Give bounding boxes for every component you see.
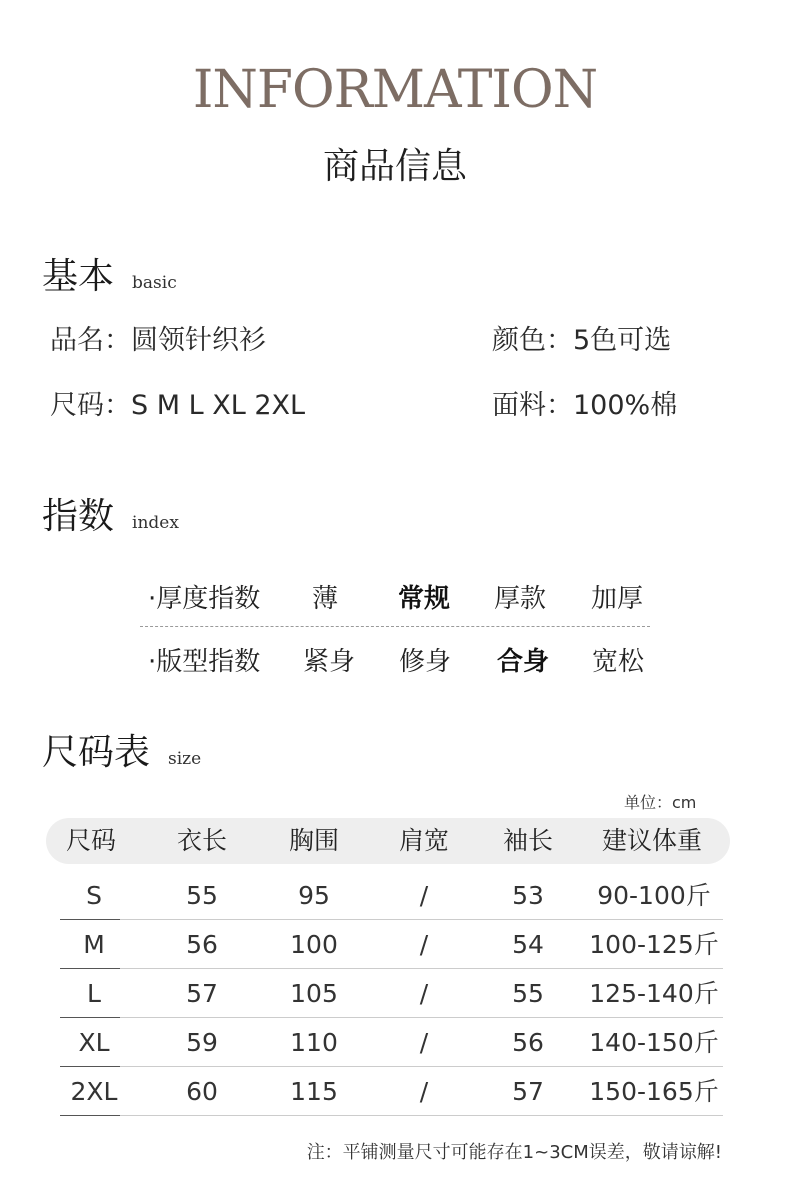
table-cell: 115: [290, 1077, 338, 1106]
row-divider: [120, 1066, 723, 1067]
index-option: 厚款: [494, 584, 547, 614]
index-option: 紧身: [303, 647, 356, 677]
table-row: [0, 970, 790, 1019]
index-divider: [140, 626, 650, 627]
row-divider: [120, 919, 723, 920]
info-value: 5色可选: [573, 325, 672, 356]
table-cell: 54: [512, 930, 544, 959]
index-option: 加厚: [591, 584, 644, 614]
table-cell: 59: [186, 1028, 218, 1057]
table-cell: 90-100斤: [597, 881, 711, 910]
index-row-thickness: [148, 578, 650, 618]
table-cell: 56: [186, 930, 218, 959]
info-fabric: [492, 383, 677, 422]
table-cell: 100-125斤: [589, 930, 719, 959]
table-cell: 100: [290, 930, 338, 959]
table-cell: 57: [512, 1077, 544, 1106]
table-cell: /: [419, 979, 429, 1008]
info-value: S M L XL 2XL: [131, 390, 306, 421]
measurement-footnote: 注：平铺测量尺寸可能存在1~3CM误差，敬请谅解!: [306, 1142, 722, 1163]
table-cell: /: [419, 1077, 429, 1106]
row-divider: [120, 968, 723, 969]
column-header: 衣长: [176, 826, 227, 855]
row-divider: [120, 1115, 723, 1116]
table-cell: /: [419, 881, 429, 910]
table-cell: 55: [512, 979, 544, 1008]
info-label: 品名：: [50, 325, 131, 356]
unit-label: 单位：cm: [624, 793, 697, 812]
row-divider-accent: [60, 968, 120, 969]
section-index-title: [42, 488, 179, 539]
table-cell: S: [86, 881, 102, 910]
table-cell: 95: [298, 881, 330, 910]
index-option: 宽松: [592, 647, 645, 677]
index-row-label: ·厚度指数: [148, 584, 261, 614]
index-row-fit: [148, 641, 650, 681]
column-header: 胸围: [288, 826, 339, 855]
row-divider: [120, 1017, 723, 1018]
table-cell: 57: [186, 979, 218, 1008]
info-value: 圆领针织衫: [131, 325, 266, 356]
table-cell: 110: [290, 1028, 338, 1057]
info-label: 尺码：: [50, 390, 131, 421]
info-product-name: [50, 318, 266, 357]
table-cell: /: [419, 1028, 429, 1057]
header-title-cn: 商品信息: [322, 146, 467, 187]
info-color: [492, 318, 671, 357]
column-header: 肩宽: [398, 826, 449, 855]
index-row-label: ·版型指数: [148, 647, 261, 677]
column-header: 建议体重: [601, 826, 702, 855]
index-option: 修身: [399, 647, 452, 677]
section-basic-title-en: basic: [132, 273, 177, 293]
table-cell: M: [83, 930, 105, 959]
index-option: 薄: [312, 584, 339, 614]
column-header: 袖长: [502, 826, 553, 855]
table-cell: 56: [512, 1028, 544, 1057]
info-label: 面料：: [492, 390, 573, 421]
table-cell: 105: [290, 979, 338, 1008]
table-row: [0, 1019, 790, 1068]
table-cell: 125-140斤: [589, 979, 719, 1008]
row-divider-accent: [60, 1066, 120, 1067]
info-label: 颜色：: [492, 325, 573, 356]
section-basic-title: [42, 248, 177, 299]
table-cell: L: [87, 979, 101, 1008]
info-sizes: [50, 383, 305, 422]
section-size-title: [42, 724, 201, 775]
section-index-title-cn: 指数: [42, 496, 115, 537]
row-divider-accent: [60, 919, 120, 920]
table-cell: 150-165斤: [589, 1077, 719, 1106]
row-divider-accent: [60, 1017, 120, 1018]
header-title-en: INFORMATION: [192, 60, 598, 120]
info-value: 100%棉: [573, 390, 678, 421]
table-cell: 60: [186, 1077, 218, 1106]
index-option-selected: 合身: [497, 647, 550, 677]
table-cell: 140-150斤: [589, 1028, 719, 1057]
table-cell: 2XL: [70, 1077, 118, 1106]
column-header: 尺码: [65, 826, 116, 855]
table-cell: 53: [512, 881, 544, 910]
section-size-title-en: size: [168, 749, 202, 769]
table-cell: 55: [186, 881, 218, 910]
section-size-title-cn: 尺码表: [42, 732, 151, 773]
table-row: [0, 921, 790, 970]
section-basic-title-cn: 基本: [42, 256, 115, 297]
row-divider-accent: [60, 1115, 120, 1116]
table-row: [0, 1068, 790, 1117]
table-cell: /: [419, 930, 429, 959]
table-row: [0, 872, 790, 921]
size-table-header: [46, 818, 730, 864]
section-index-title-en: index: [132, 513, 179, 533]
index-option-selected: 常规: [398, 584, 451, 614]
table-cell: XL: [78, 1028, 110, 1057]
